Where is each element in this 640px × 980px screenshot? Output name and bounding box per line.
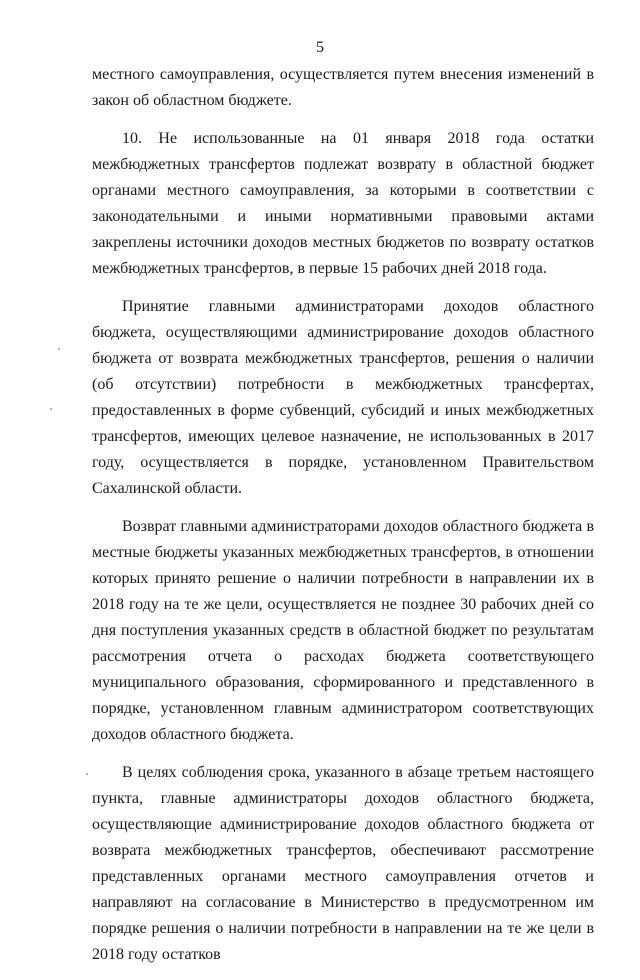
- paragraph-continuation: местного самоуправления, осуществляется путем внесения изменений в закон об областном бюджете.: [92, 66, 594, 109]
- paragraph-decision-on-need: Принятие главными администраторами доходов областного бюджета, осуществляющими администрирование доходов областного бюджета от возврата межбюджетных трансфертов, решения о наличии (об отсутствии) потребности в межбюджетных трансфертах, предоставленных в форме субвенций, субсидий и иных межбюджетных трансфертов, имеющих целевое назначение, не использованных в 2017 году, осуществляется в порядке, установленном Правительством Сахалинской области.: [92, 298, 594, 497]
- scan-speck: [86, 773, 88, 775]
- scan-speck: [50, 408, 52, 410]
- paragraph-item-10: 10. Не использованные на 01 января 2018 года остатки межбюджетных трансфертов подлежат возврату в областной бюджет органами местного самоуправления, за которыми в соответствии с законодательными и иными нормативными правовыми актами закреплены источники доходов местных бюджетов по возврату остатков межбюджетных трансфертов, в первые 15 рабочих дней 2018 года.: [92, 130, 594, 277]
- paragraph-deadline-compliance: В целях соблюдения срока, указанного в абзаце третьем настоящего пункта, главные администраторы доходов областного бюджета, осуществляющие администрирование доходов областного бюджета от возврата межбюджетных трансфертов, обеспечивают рассмотрение представленных органами местного самоуправления отчетов и направляют на согласование в Министерство в предусмотренном им порядке решения о наличии потребности в направлении на те же цели в 2018 году остатков: [92, 764, 594, 963]
- page-number: 5: [316, 39, 324, 56]
- paragraph-return-to-local-budgets: Возврат главными администраторами доходов областного бюджета в местные бюджеты указанных межбюджетных трансфертов, в отношении которых принято решение о наличии потребности в направлении их в 2018 году на те же цели, осуществляется не позднее 30 рабочих дней со дня поступления указанных средств в областной бюджет по результатам рассмотрения отчета о расходах бюджета соответствующего муниципального образования, сформированного и представленного в порядке, установленном главным администратором соответствующих доходов областного бюджета.: [92, 518, 594, 743]
- document-body: [92, 62, 594, 980]
- scan-speck: [58, 348, 60, 350]
